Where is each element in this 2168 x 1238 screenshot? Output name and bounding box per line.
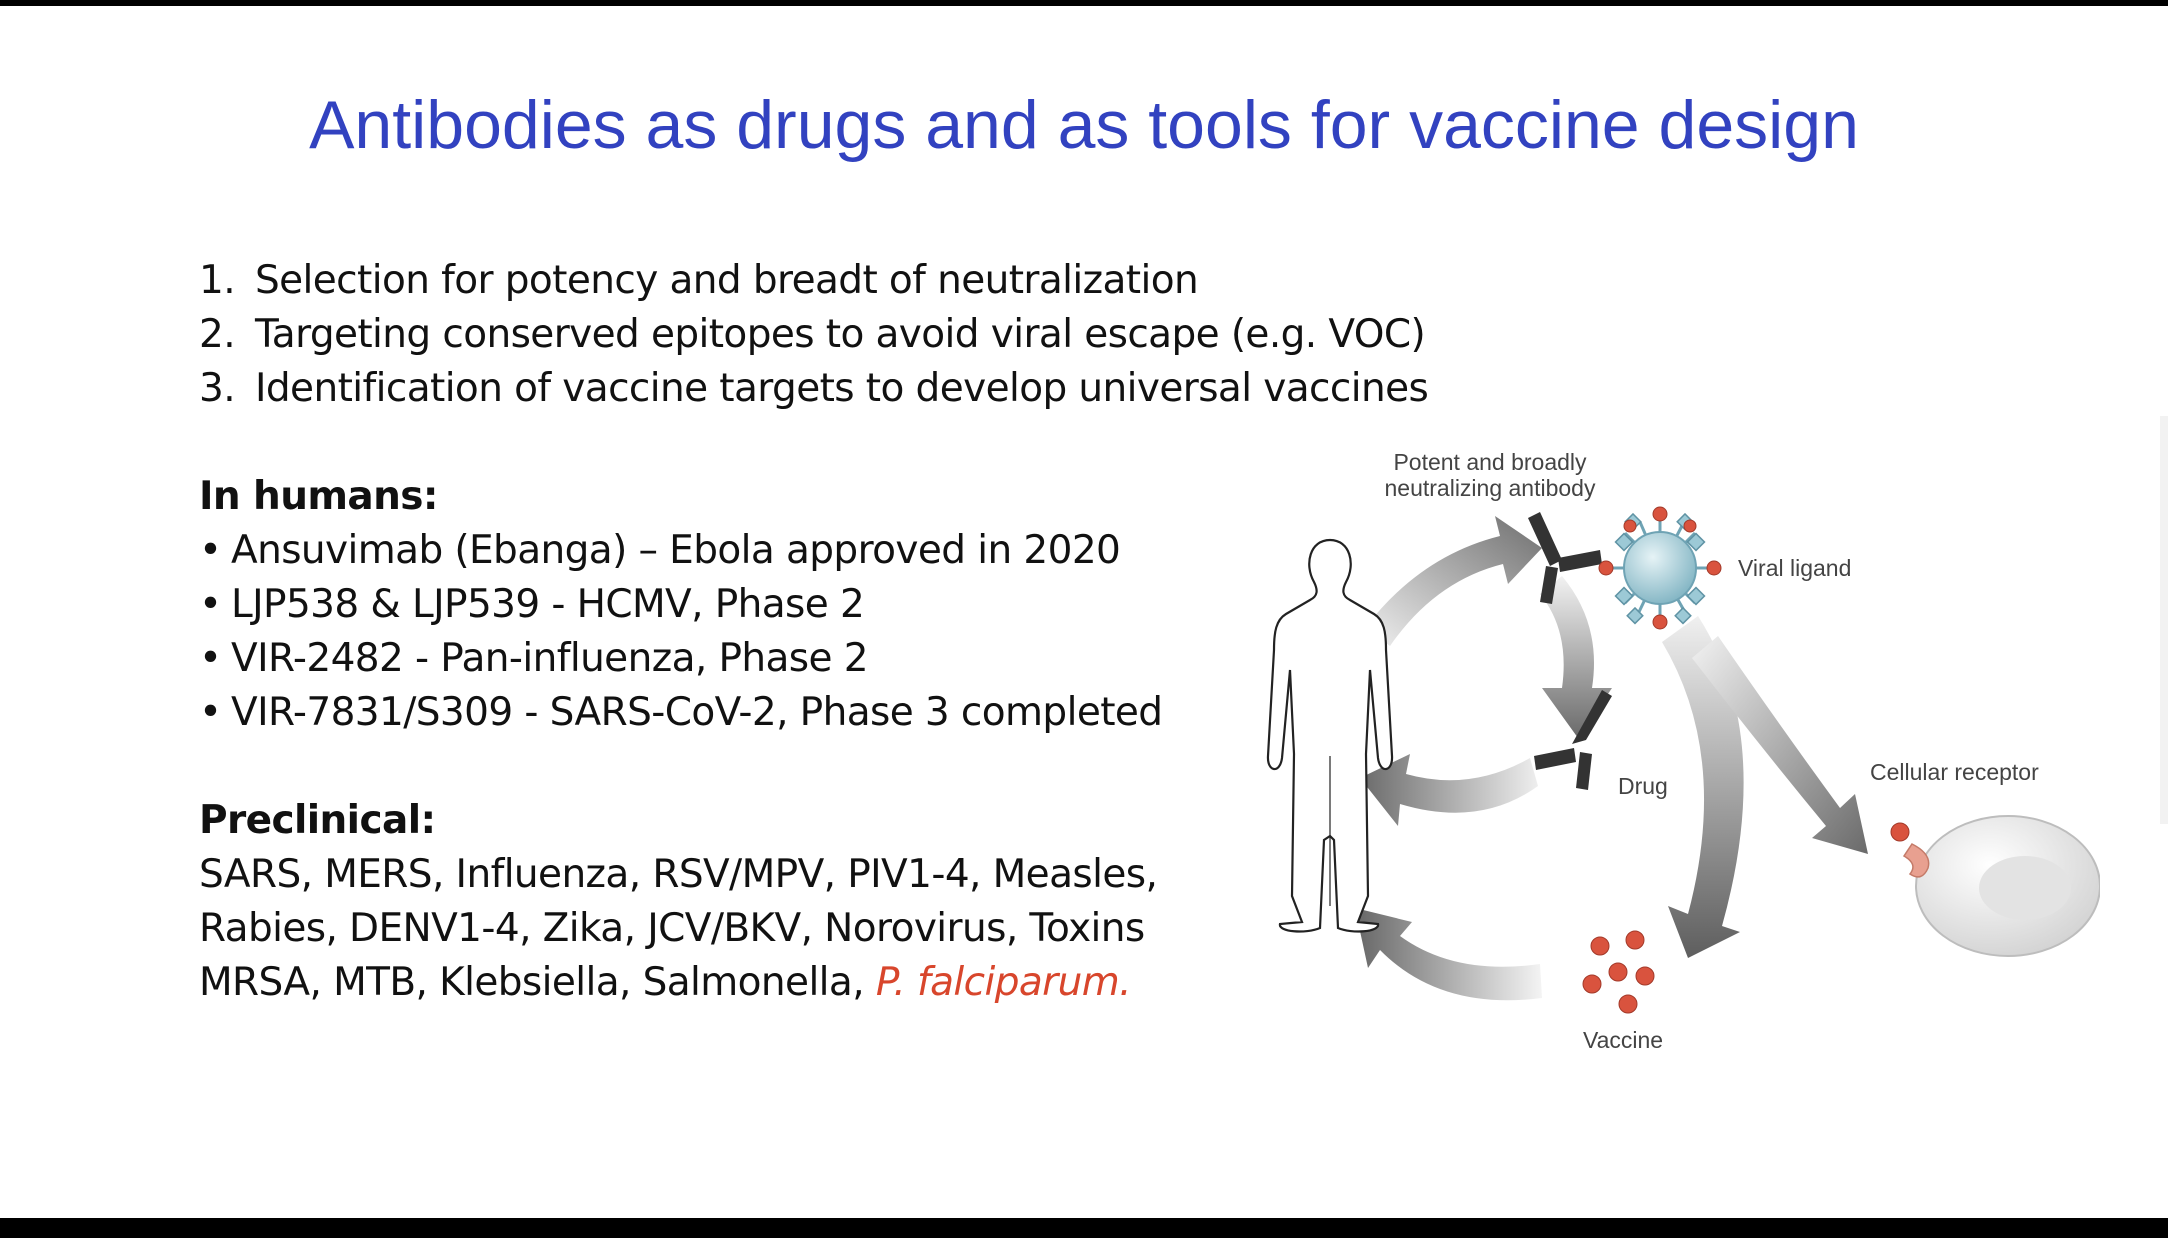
arrow-human-to-antibody (1365, 516, 1542, 646)
numbered-item (199, 362, 1428, 416)
humans-item (199, 632, 868, 686)
item-text: Identification of vaccine targets to develop universal vaccines (255, 366, 1429, 411)
bullet: • (199, 528, 222, 573)
item-number: 2. (199, 312, 236, 357)
arrow-vaccine-to-human (1355, 908, 1542, 1000)
preclinical-line-text: MRSA, MTB, Klebsiella, Salmonella, (199, 960, 865, 1005)
bullet: • (199, 690, 222, 735)
item-number: 1. (199, 258, 236, 303)
preclinical-line: Rabies, DENV1-4, Zika, JCV/BKV, Norovirus, Toxins (199, 906, 1145, 951)
bullet: • (199, 636, 222, 681)
side-scroll-track (2160, 416, 2168, 824)
vaccine-particles-icon (1583, 931, 1654, 1013)
label-cellular-receptor: Cellular receptor (1870, 759, 2039, 785)
humans-item-text: Ansuvimab (Ebanga) – Ebola approved in 2020 (231, 528, 1121, 573)
antibody-cycle-diagram (1240, 436, 2100, 1076)
virus-icon (1599, 507, 1721, 629)
p-falciparum-highlight: P. falciparum. (875, 960, 1131, 1005)
preclinical-heading: Preclinical: (199, 798, 436, 843)
humans-item-text: LJP538 & LJP539 - HCMV, Phase 2 (231, 582, 865, 627)
humans-item-text: VIR-7831/S309 - SARS-CoV-2, Phase 3 completed (231, 690, 1163, 735)
bullet: • (199, 582, 222, 627)
preclinical-line (199, 956, 1131, 1010)
humans-heading: In humans: (199, 474, 438, 519)
numbered-item (199, 308, 1425, 362)
humans-item (199, 524, 1120, 578)
label-viral-ligand: Viral ligand (1738, 555, 1852, 581)
cell-with-receptor-icon (1891, 816, 2100, 956)
label-antibody-line1: Potent and broadly (1393, 449, 1587, 475)
preclinical-line: SARS, MERS, Influenza, RSV/MPV, PIV1-4, Measles, (199, 852, 1158, 897)
label-vaccine: Vaccine (1582, 1027, 1664, 1053)
humans-item-text: VIR-2482 - Pan-influenza, Phase 2 (231, 636, 868, 681)
numbered-item (199, 254, 1198, 308)
label-antibody-line2: neutralizing antibody (1384, 475, 1596, 501)
item-number: 3. (199, 366, 236, 411)
slide-title: Antibodies as drugs and as tools for vaccine design (309, 87, 1859, 163)
label-drug: Drug (1618, 773, 1668, 799)
item-text: Selection for potency and breadt of neutralization (255, 258, 1199, 303)
humans-item (199, 686, 1162, 740)
humans-item (199, 578, 864, 632)
slide (0, 6, 2168, 1218)
item-text: Targeting conserved epitopes to avoid viral escape (e.g. VOC) (255, 312, 1426, 357)
